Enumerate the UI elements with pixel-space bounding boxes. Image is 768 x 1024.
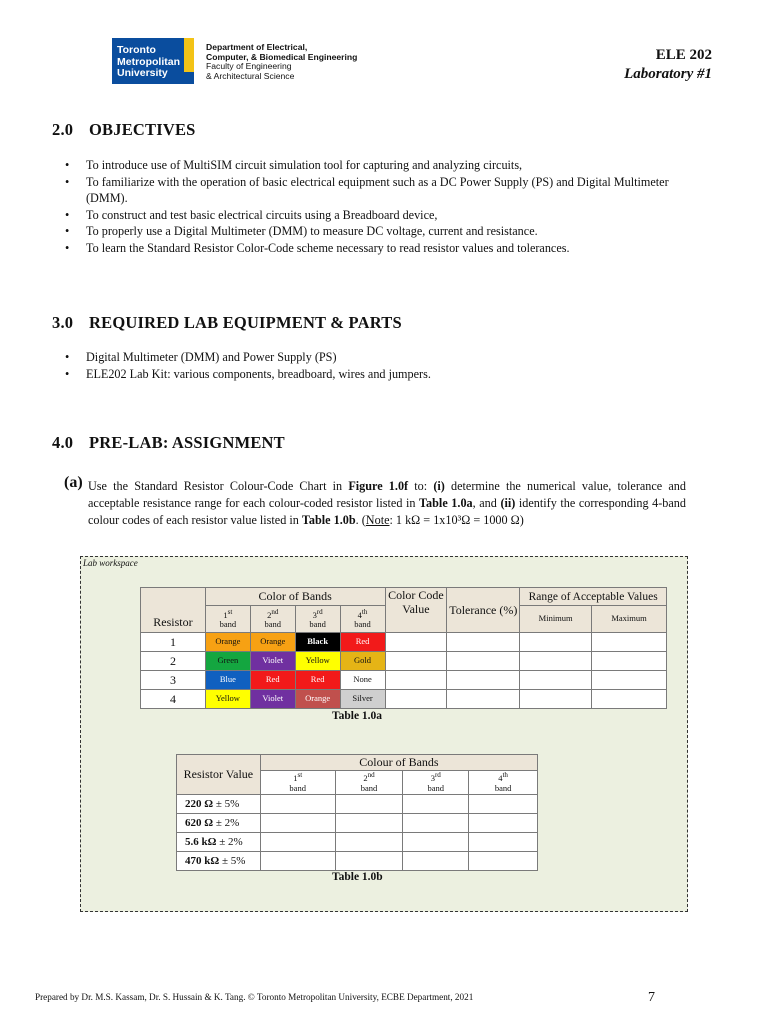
dept-line: & Architectural Science (206, 70, 295, 81)
col-header-bands: Colour of Bands (260, 755, 537, 771)
answer-cell[interactable] (260, 852, 335, 871)
page-number: 7 (648, 990, 655, 1005)
band-cell: Orange (250, 633, 295, 652)
resistor-value-cell (177, 814, 261, 833)
band-header: 3rd band (403, 771, 469, 795)
band-number: 2nd (363, 771, 375, 784)
ordinal-suffix: st (227, 608, 233, 617)
ordinal-suffix: rd (434, 771, 441, 780)
band-header: 4th band (340, 606, 385, 633)
table-1-0b (176, 754, 538, 871)
band-cell: Silver (340, 690, 385, 709)
table-row (141, 652, 667, 671)
answer-cell[interactable] (260, 795, 335, 814)
answer-cell[interactable] (385, 652, 447, 671)
list-item: • Digital Multimeter (DMM) and Power Supply (PS) (62, 349, 702, 366)
list-item: • To construct and test basic electrical circuits using a Breadboard device, (62, 207, 702, 224)
answer-cell[interactable] (469, 852, 538, 871)
answer-cell[interactable] (520, 690, 592, 709)
lab-workspace (80, 556, 688, 912)
lab-title: Laboratory #1 (624, 66, 712, 82)
para-text: Use the Standard Resistor Colour-Code Chart in (88, 479, 349, 493)
ordinal-suffix: th (361, 608, 368, 617)
part-label: (a) (64, 474, 83, 491)
department-block (206, 43, 426, 81)
table-caption: Table 1.0a (332, 710, 383, 722)
answer-cell[interactable] (385, 633, 447, 652)
list-item: • To properly use a Digital Multimeter (DMM) to measure DC voltage, current and resistance. (62, 223, 702, 240)
course-block (624, 46, 712, 84)
list-item: • To familiarize with the operation of basic electrical equipment such as a DC Power Supply (PS) and Digital Multimeter (DMM). (62, 174, 702, 207)
answer-cell[interactable] (335, 852, 403, 871)
resistor-value: 470 kΩ (185, 855, 220, 867)
section-number: 4.0 (52, 433, 74, 452)
prelab-paragraph (64, 474, 686, 528)
col-header-min: Minimum (520, 606, 592, 633)
section-title: PRE-LAB: ASSIGNMENT (89, 433, 285, 452)
ordinal-suffix: st (297, 771, 303, 780)
band-header: 3rd band (295, 606, 340, 633)
course-code: ELE 202 (655, 47, 712, 63)
resistor-tolerance: ± 5% (221, 855, 246, 867)
step-label: (ii) (500, 495, 516, 510)
col-header-resistor: Resistor (141, 588, 206, 633)
band-number: 4th (357, 608, 368, 620)
band-cell: Green (205, 652, 250, 671)
band-header: 1st band (260, 771, 335, 795)
resistor-value: 5.6 kΩ (185, 836, 217, 848)
table-row (141, 671, 667, 690)
answer-cell[interactable] (592, 671, 667, 690)
band-cell: Red (295, 671, 340, 690)
band-number: 1st (293, 771, 303, 784)
para-text: to: (408, 479, 434, 493)
para-text: , and (472, 495, 501, 510)
answer-cell[interactable] (403, 795, 469, 814)
resistor-number: 2 (141, 652, 206, 671)
answer-cell[interactable] (447, 671, 520, 690)
para-text: determine the numerical value, tolerance and acceptable resistance range for each colour-coded resistor listed in (88, 479, 686, 510)
answer-cell[interactable] (469, 833, 538, 852)
answer-cell[interactable] (403, 814, 469, 833)
answer-cell[interactable] (592, 652, 667, 671)
band-cell: Orange (295, 690, 340, 709)
table-row (141, 633, 667, 652)
band-cell: Gold (340, 652, 385, 671)
logo-line: Toronto (117, 44, 156, 56)
ordinal-suffix: rd (316, 608, 323, 617)
table-row (141, 690, 667, 709)
answer-cell[interactable] (520, 652, 592, 671)
dept-line: Department of Electrical, (206, 42, 308, 52)
note-label: Note (365, 512, 390, 527)
band-cell: Yellow (205, 690, 250, 709)
section-heading-objectives (52, 120, 196, 140)
answer-cell[interactable] (469, 814, 538, 833)
list-item: • To learn the Standard Resistor Color-Code scheme necessary to read resistor values and tolerances. (62, 240, 702, 257)
band-cell: Red (340, 633, 385, 652)
answer-cell[interactable] (447, 652, 520, 671)
figure-reference: Figure 1.0f (348, 479, 409, 493)
band-header: 2nd band (335, 771, 403, 795)
col-header-code: Color Code Value (385, 588, 447, 633)
equipment-list (62, 349, 702, 382)
resistor-value: 220 Ω (185, 798, 214, 810)
band-number: 4th (498, 771, 508, 784)
logo-line: Metropolitan (117, 55, 180, 68)
answer-cell[interactable] (520, 633, 592, 652)
dept-line: Computer, & Biomedical Engineering (206, 51, 358, 62)
resistor-tolerance: ± 2% (215, 817, 240, 829)
table-caption: Table 1.0b (332, 871, 383, 883)
answer-cell[interactable] (335, 833, 403, 852)
table-1-0a (140, 587, 667, 709)
section-title: OBJECTIVES (89, 120, 196, 139)
ordinal-suffix: th (502, 771, 508, 780)
resistor-value-cell (177, 852, 261, 871)
band-cell: Violet (250, 652, 295, 671)
band-cell: Violet (250, 690, 295, 709)
band-header: 1st band (205, 606, 250, 633)
resistor-tolerance: ± 2% (219, 836, 243, 848)
answer-cell[interactable] (592, 633, 667, 652)
ordinal-suffix: nd (271, 608, 279, 617)
band-cell: Blue (205, 671, 250, 690)
section-title: REQUIRED LAB EQUIPMENT & PARTS (89, 313, 402, 332)
section-number: 3.0 (52, 313, 74, 332)
table-row (177, 852, 538, 871)
list-item: • ELE202 Lab Kit: various components, breadboard, wires and jumpers. (62, 366, 702, 383)
band-cell: Red (250, 671, 295, 690)
col-header-max: Maximum (592, 606, 667, 633)
table-reference: Table 1.0b (301, 512, 356, 527)
band-cell: Yellow (295, 652, 340, 671)
band-number: 2nd (267, 608, 279, 620)
col-header-value: Resistor Value (177, 755, 261, 795)
page-footer: Prepared by Dr. M.S. Kassam, Dr. S. Hussain & K. Tang. © Toronto Metropolitan University, ECBE Department, 2021 (35, 992, 474, 1002)
resistor-value-cell (177, 833, 261, 852)
resistor-number: 3 (141, 671, 206, 690)
table-row (177, 795, 538, 814)
answer-cell[interactable] (447, 633, 520, 652)
resistor-value: 620 Ω (185, 817, 214, 829)
table-row (177, 833, 538, 852)
answer-cell[interactable] (469, 795, 538, 814)
workspace-label: Lab workspace (83, 558, 138, 568)
logo-accent (184, 38, 194, 72)
answer-cell[interactable] (335, 795, 403, 814)
list-item: • To introduce use of MultiSIM circuit simulation tool for capturing and analyzing circuits, (62, 157, 702, 174)
answer-cell[interactable] (385, 671, 447, 690)
answer-cell[interactable] (447, 690, 520, 709)
objectives-list (62, 157, 702, 257)
answer-cell[interactable] (260, 833, 335, 852)
answer-cell[interactable] (403, 833, 469, 852)
para-text: : 1 kΩ = 1x10³Ω = 1000 Ω) (389, 512, 524, 527)
resistor-tolerance: ± 5% (215, 798, 240, 810)
para-text: . ( (355, 512, 366, 527)
band-number: 1st (223, 608, 233, 620)
band-cell: Orange (205, 633, 250, 652)
ordinal-suffix: nd (367, 771, 375, 780)
dept-line: Faculty of Engineering (206, 61, 292, 72)
section-heading-equipment (52, 313, 402, 333)
answer-cell[interactable] (520, 671, 592, 690)
band-header: 2nd band (250, 606, 295, 633)
answer-cell[interactable] (385, 690, 447, 709)
step-label: (i) (433, 479, 445, 493)
col-header-tolerance: Tolerance (%) (447, 588, 520, 633)
university-logo (112, 38, 194, 84)
band-cell: Black (295, 633, 340, 652)
col-header-range: Range of Acceptable Values (520, 588, 667, 606)
section-number: 2.0 (52, 120, 74, 139)
band-header: 4th band (469, 771, 538, 795)
table-row (177, 814, 538, 833)
resistor-number: 4 (141, 690, 206, 709)
answer-cell[interactable] (592, 690, 667, 709)
resistor-value-cell (177, 795, 261, 814)
answer-cell[interactable] (403, 852, 469, 871)
band-cell: None (340, 671, 385, 690)
band-number: 3rd (430, 771, 441, 784)
answer-cell[interactable] (260, 814, 335, 833)
resistor-number: 1 (141, 633, 206, 652)
logo-line: University (117, 67, 168, 79)
table-reference: Table 1.0a (419, 495, 473, 510)
band-number: 3rd (312, 608, 323, 620)
para-text: identify the corresponding 4-band colour codes of each resistor value listed in (88, 495, 686, 527)
col-header-bands: Color of Bands (205, 588, 385, 606)
section-heading-prelab (52, 433, 285, 453)
answer-cell[interactable] (335, 814, 403, 833)
